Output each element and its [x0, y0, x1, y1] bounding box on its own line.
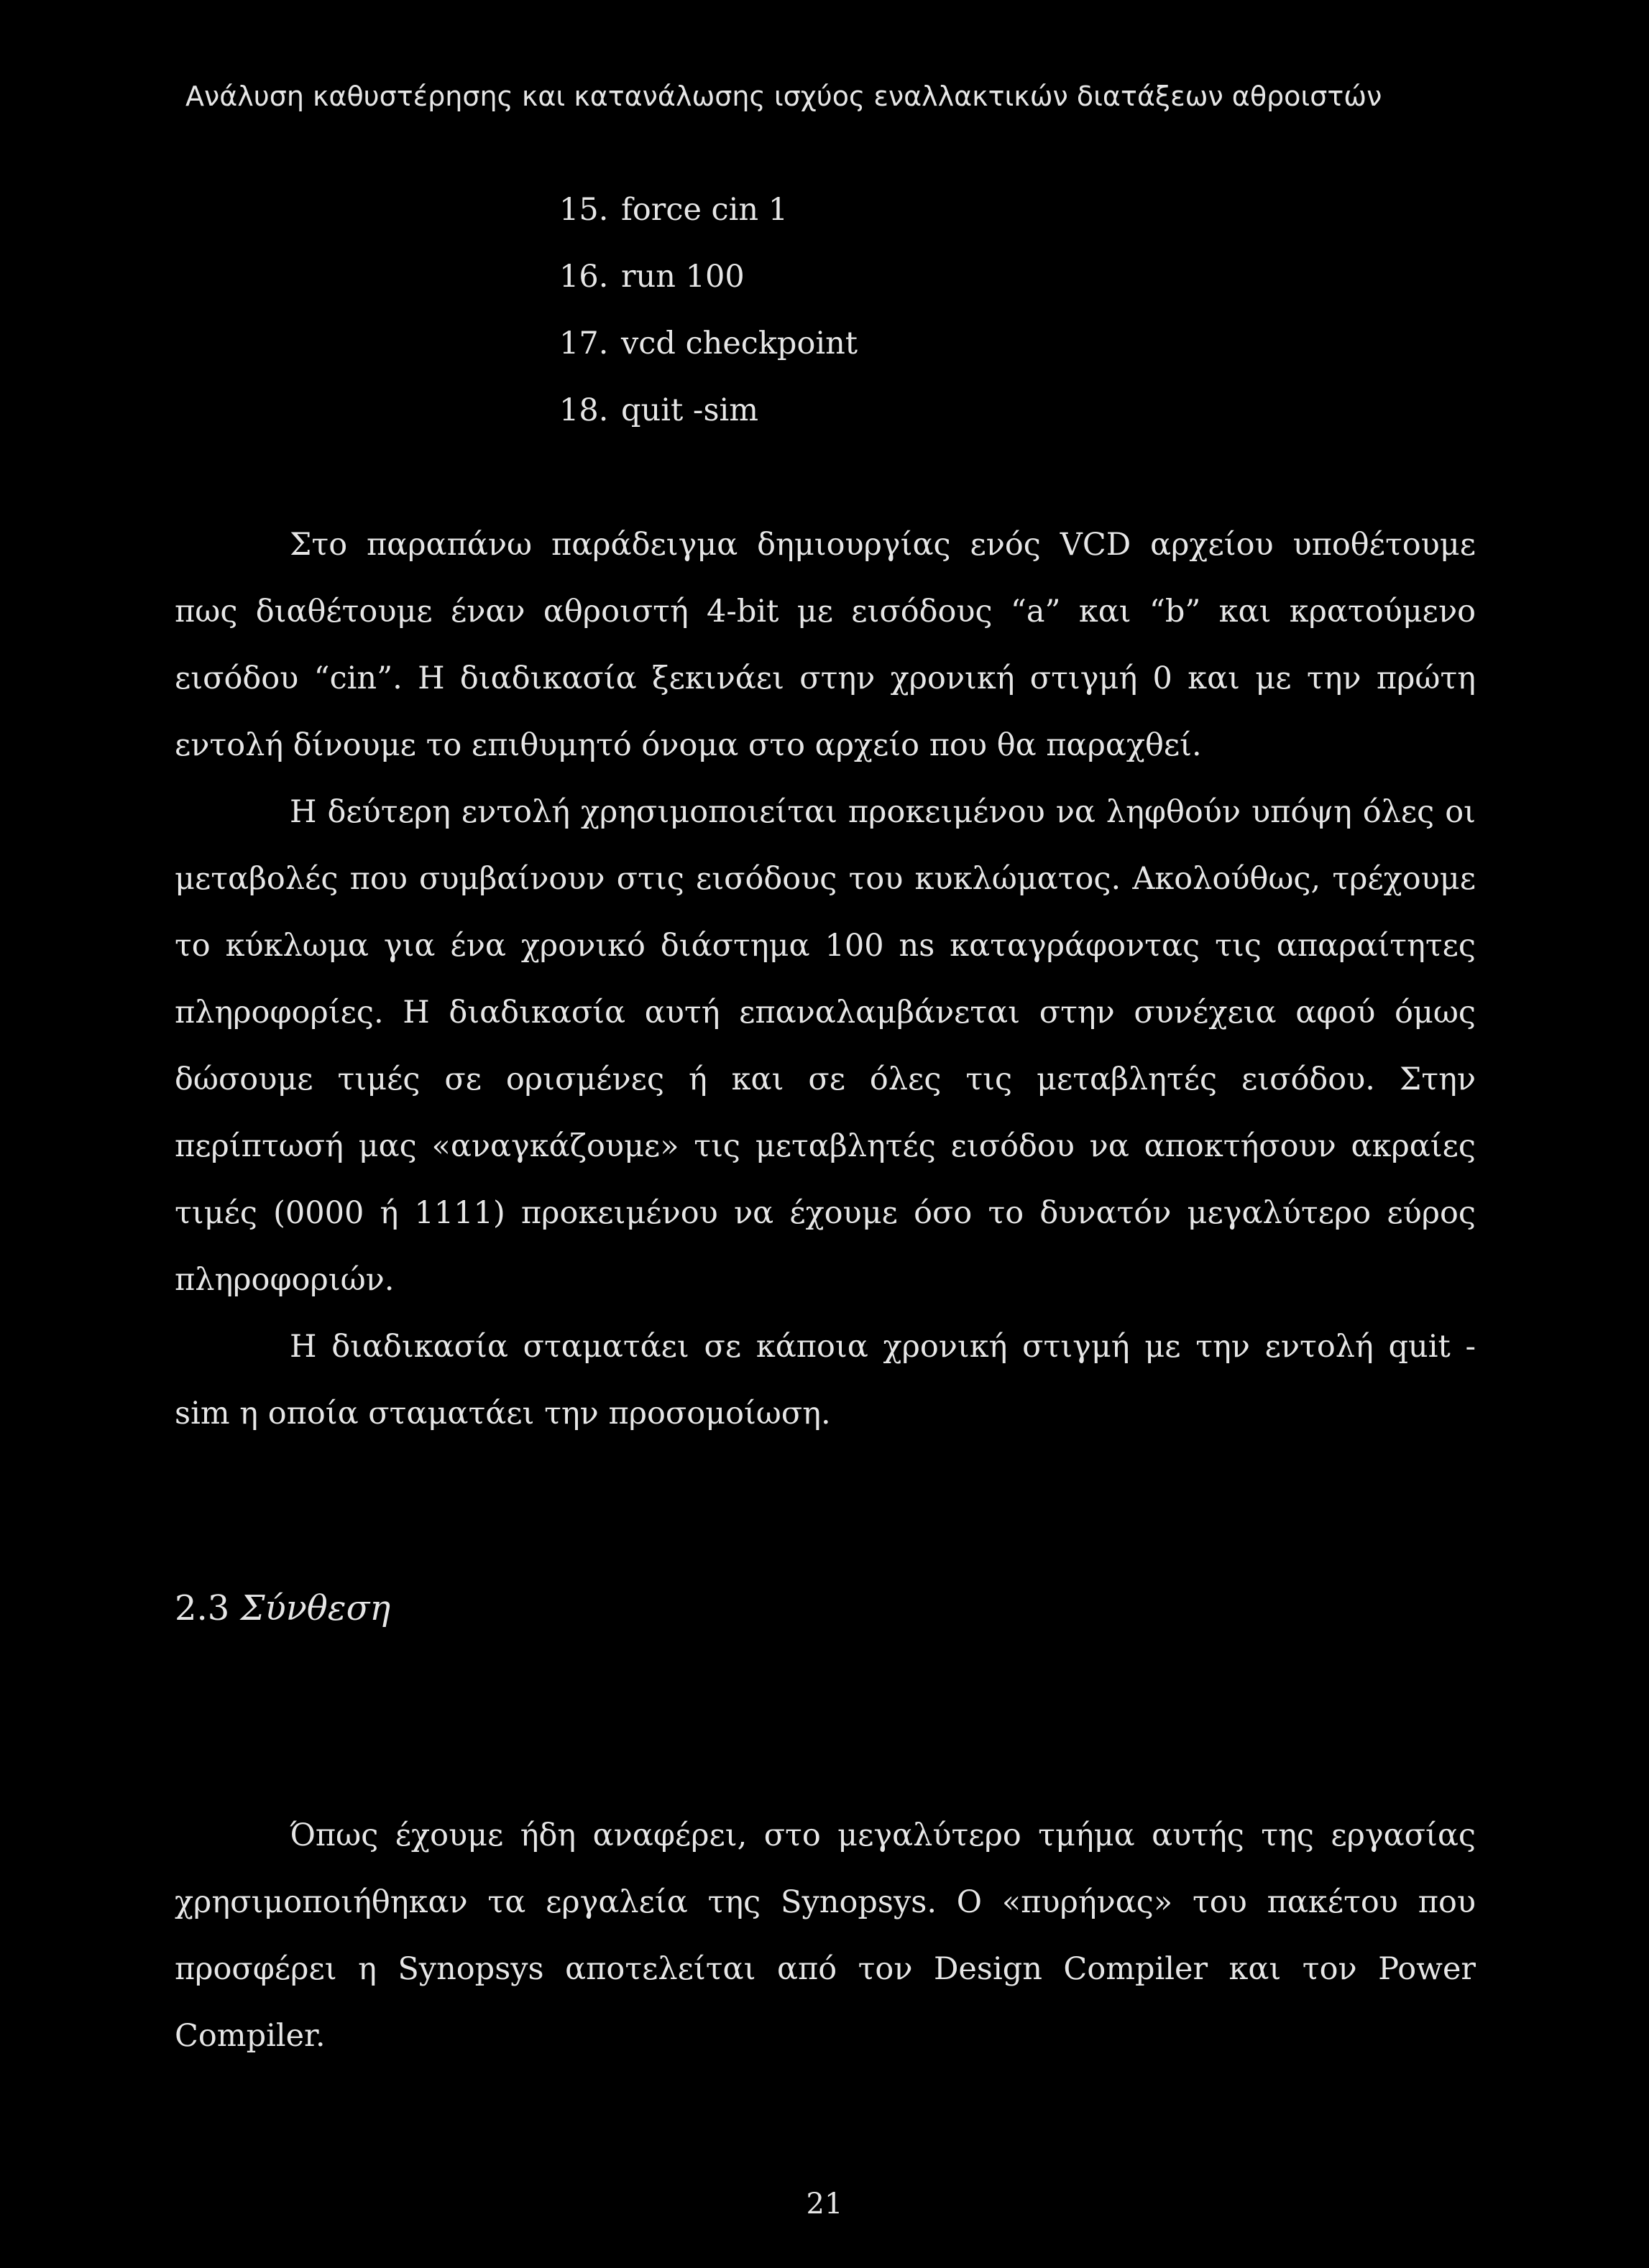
list-item-text: force cin 1 [621, 192, 789, 228]
section-number: 2.3 [175, 1588, 230, 1628]
section-heading [175, 1588, 390, 1628]
section-title: Σύνθεση [240, 1588, 391, 1628]
paragraph: Η δεύτερη εντολή χρησιμοποιείται προκειμένου να ληφθούν υπόψη όλες οι μεταβολές που συμβαίνουν στις εισόδους του κυκλώματος. Ακολούθως, τρέχουμε το κύκλωμα για ένα χρονικό διάστημα 100 ns καταγράφοντας τις απαραίτητες πληροφορίες. Η διαδικασία αυτή επαναλαμβάνεται στην συνέχεια αφού όμως δώσουμε τιμές σε ορισμένες ή και σε όλες τις μεταβλητές εισόδου. Στην περίπτωσή μας «αναγκάζουμε» τις μεταβλητές εισόδου να αποκτήσουν ακραίες τιμές (0000 ή 1111) προκειμένου να έχουμε όσο το δυνατόν μεγαλύτερο εύρος πληροφοριών. [175, 794, 1476, 1298]
list-item-text: quit -sim [621, 392, 759, 428]
list-item-number: 18. [559, 392, 609, 428]
list-item [559, 389, 858, 456]
list-item [559, 255, 858, 322]
list-item-number: 16. [559, 259, 609, 295]
list-item [559, 188, 858, 255]
list-item-number: 15. [559, 192, 609, 228]
command-list [559, 188, 858, 456]
running-header: Ανάλυση καθυστέρησης και κατανάλωσης ισχύος εναλλακτικών διατάξεων αθροιστών [185, 80, 1382, 112]
body-text-block [175, 512, 1476, 1447]
body-text-block [175, 1802, 1476, 2070]
list-item-text: vcd checkpoint [621, 326, 858, 361]
paragraph: Η διαδικασία σταματάει σε κάποια χρονική στιγμή με την εντολή quit - sim η οποία σταματάει την προσομοίωση. [175, 1329, 1476, 1432]
list-item [559, 322, 858, 389]
paragraph: Όπως έχουμε ήδη αναφέρει, στο μεγαλύτερο τμήμα αυτής της εργασίας χρησιμοποιήθηκαν τα εργαλεία της Synopsys. Ο «πυρήνας» του πακέτου που προσφέρει η Synopsys αποτελείται από τον Design Compiler και τον Power Compiler. [175, 1817, 1476, 2054]
list-item-number: 17. [559, 326, 609, 361]
paragraph: Στο παραπάνω παράδειγμα δημιουργίας ενός VCD αρχείου υποθέτουμε πως διαθέτουμε έναν αθροιστή 4-bit με εισόδους “a” και “b” και κρατούμενο εισόδου “cin”. Η διαδικασία ξεκινάει στην χρονική στιγμή 0 και με την πρώτη εντολή δίνουμε το επιθυμητό όνομα στο αρχείο που θα παραχθεί. [175, 527, 1476, 763]
page-number: 21 [806, 2188, 843, 2221]
list-item-text: run 100 [621, 259, 745, 295]
